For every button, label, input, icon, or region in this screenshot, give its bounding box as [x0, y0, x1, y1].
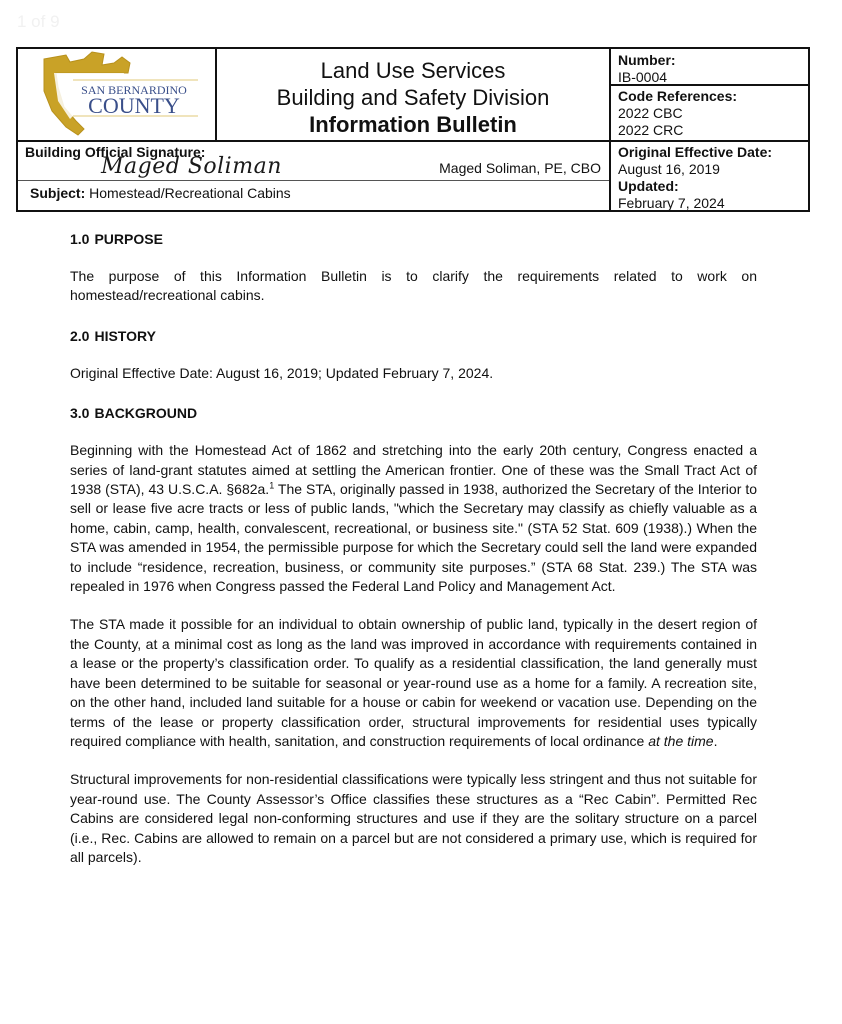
bulletin-header-table — [16, 47, 810, 212]
history-paragraph: Original Effective Date: August 16, 2019; Updated February 7, 2024. — [70, 364, 494, 381]
number-label: Number: — [618, 52, 676, 68]
section-heading-purpose — [70, 228, 757, 250]
section-title: HISTORY — [94, 327, 156, 344]
paragraph-text: The STA made it possible for an individual to obtain ownership of public land, typically in the desert region of the County, at a minimal cost as long as the land was improved in accordance with requirements contained in a lease or the property’s classification order. To qualify as a residential classification, the land generally must have been determined to be suitable for seasonal or year-round use as a home for a family. A recreation site, on the other hand, included land suitable for a house or cabin for weekend or vacation use. Depending on the terms of the lease or property classification order, structural improvements for residential uses typically required compliance with health, sanitation, and construction requirements of local ordinance — [70, 616, 757, 749]
background-paragraph-3: Structural improvements for non-residential classifications were typically less stringent and thus not suitable for year-round use. The County Assessor’s Office classifies these structures as a “Rec Cabin”. Permitted Rec Cabins are considered legal non-conforming structures and use if they are the solitary structure on a parcel (i.e., Rec. Cabins are allowed to remain on a parcel but are not considered a primary use, which is required for all parcels). — [70, 771, 757, 865]
section-heading-history — [70, 325, 757, 347]
bulletin-body — [70, 228, 757, 867]
background-paragraph-1 — [70, 441, 757, 596]
code-reference: 2022 CRC — [618, 122, 684, 138]
logo-text-line2: COUNTY — [88, 93, 180, 118]
original-date-value: August 16, 2019 — [618, 161, 720, 177]
purpose-paragraph: The purpose of this Information Bulletin is to clarify the requirements related to work on homestead/recreational cabins. — [70, 268, 757, 304]
section-number: 1.0 — [70, 231, 90, 247]
section-number: 2.0 — [70, 327, 90, 344]
background-paragraph-2 — [70, 615, 757, 751]
title-department: Land Use Services — [320, 58, 506, 83]
subject-label: Subject: — [30, 185, 86, 201]
signature-printed-name: Maged Soliman, PE, CBO — [439, 160, 601, 176]
updated-value: February 7, 2024 — [618, 195, 725, 211]
county-logo-icon — [18, 49, 213, 138]
title-division: Building and Safety Division — [276, 85, 550, 110]
title-doc-type: Information Bulletin — [309, 112, 517, 137]
subject-line — [30, 185, 291, 201]
original-date-label: Original Effective Date: — [618, 144, 773, 160]
footnote-ref-1[interactable]: 1 — [269, 480, 275, 491]
number-block — [611, 49, 808, 86]
section-heading-background — [70, 402, 757, 424]
subject-value: Homestead/Recreational Cabins — [89, 185, 291, 201]
signature-divider — [18, 180, 609, 181]
page-indicator: 1 of 9 — [17, 12, 60, 31]
section-title: PURPOSE — [94, 231, 163, 247]
signature-image: Maged Soliman — [101, 154, 282, 179]
dates-cell — [609, 142, 808, 210]
section-title: BACKGROUND — [94, 405, 198, 422]
paragraph-text: . — [713, 732, 718, 749]
section-number: 3.0 — [70, 405, 90, 422]
code-references-label: Code References: — [618, 88, 738, 104]
number-value: IB-0004 — [618, 69, 668, 85]
signature-label: Building Official Signature: — [25, 144, 206, 160]
updated-label: Updated: — [618, 178, 679, 194]
code-reference: 2022 CBC — [618, 105, 683, 121]
code-references-block — [611, 86, 808, 139]
meta-number-code-cell — [609, 49, 808, 142]
logo-text-line1: SAN BERNARDINO — [81, 83, 187, 97]
emphasis-text: at the time — [648, 732, 714, 749]
signature-subject-cell — [18, 142, 609, 210]
paragraph-text: The STA, originally passed in 1938, authorized the Secretary of the Interior to sell or lease five acre tracts or less of public lands, "which the Secretary may classify as chiefly valuable as a home, cabin, camp, health, convalescent, recreational, or business site." (STA 52 Stat. 609 (1938).) When the STA was amended in 1954, the permissible purpose for which the Secretary could sell the land were expanded to include “residence, recreation, business, or community site purposes.” (STA 68 Stat. 239.) The STA was repealed in 1976 when Congress passed the Federal Land Policy and Management Act. — [70, 481, 757, 595]
paragraph-text: Beginning with the Homestead Act of 1862 and stretching into the early 20th century, Congress enacted a series of land-grant statutes aimed at settling the American frontier. One of these was the Small Tract Act of 1938 (STA), 43 U.S.C.A. §682a. — [70, 442, 757, 498]
logo-cell — [18, 49, 217, 142]
title-cell — [217, 49, 609, 142]
